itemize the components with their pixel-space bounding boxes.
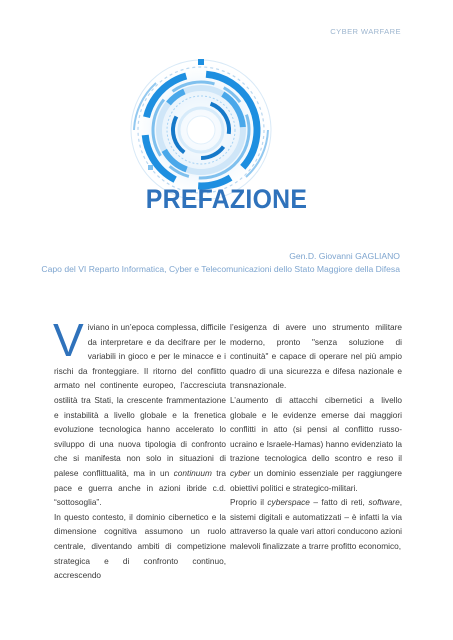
paragraph-emphasis: cyberspace (267, 497, 310, 508)
paragraph (230, 495, 402, 553)
paragraph: In questo contesto, il dominio cibernetico e la dimensione cognitiva assumono un ruolo centrale, diventando ambiti di competizione strategica e di confronto continuo, accrescendo (54, 511, 226, 581)
paragraph-text: Proprio il (230, 497, 268, 508)
paragraph-text: tra pace e guerra anche in azioni ibride c.d. “sottosoglia”. (54, 467, 226, 508)
paragraph-emphasis: software (368, 497, 400, 508)
cyber-circle-emblem-icon (126, 55, 276, 205)
paragraph: l’esigenza di avere uno strumento militare moderno, pronto "senza soluzione di continuità" e capace di operare nel più ampio quadro di una sicurezza e difesa nazionale e transnazionale. (230, 322, 402, 391)
paragraph (230, 393, 402, 495)
author-role: Capo del VI Reparto Informatica, Cyber e Telecomunicazioni dello Stato Maggiore della Difesa (41, 264, 400, 274)
paragraph-text: , sistemi digitali e automatizzati – è infatti la via attraverso la quale vari attori conducono azioni malevoli finalizzate a trarre profitto economico, (230, 497, 402, 551)
paragraph-text: iviano in un’epoca complessa, difficile da interpretare e da decifrare per le variabili in gioco e per le minacce e i rischi da fronteggiare. Il ritorno del conflitto armato nel continente europeo, l’accresciuta ostilità tra Stati, la crescente frammentazione e instabilità a livello globale e la frenetica evoluzione tecnologica hanno accelerato lo sviluppo di una nuova tipologia di confronto che si manifesta non solo in situazioni di palese conflittualità, ma in un (54, 322, 226, 478)
paragraph-text: L’aumento di attacchi cibernetici a livello globale e le evidenze emerse dai maggiori conflitti in atto (si pensi al conflitto russo-ucraino e Israele-Hamas) hanno evidenziato la trazione tecnologica dello scontro e reso il (230, 394, 402, 464)
author-name: Gen.D. Giovanni GAGLIANO (289, 251, 400, 261)
paragraph-emphasis: cyber (230, 467, 251, 478)
paragraph-text: – fatto di reti, (309, 497, 369, 508)
drop-cap: V (53, 314, 84, 366)
paragraph (53, 314, 226, 510)
paragraph-text: un dominio essenziale per raggiungere obiettivi politici e strategico-militari. (230, 467, 402, 493)
author-block (41, 250, 400, 276)
text-column-left (53, 314, 226, 583)
page-title: PREFAZIONE (145, 184, 308, 214)
text-column-right (230, 320, 402, 554)
paragraph-emphasis: continuum (173, 467, 212, 478)
section-tag: CYBER WARFARE (330, 27, 401, 36)
